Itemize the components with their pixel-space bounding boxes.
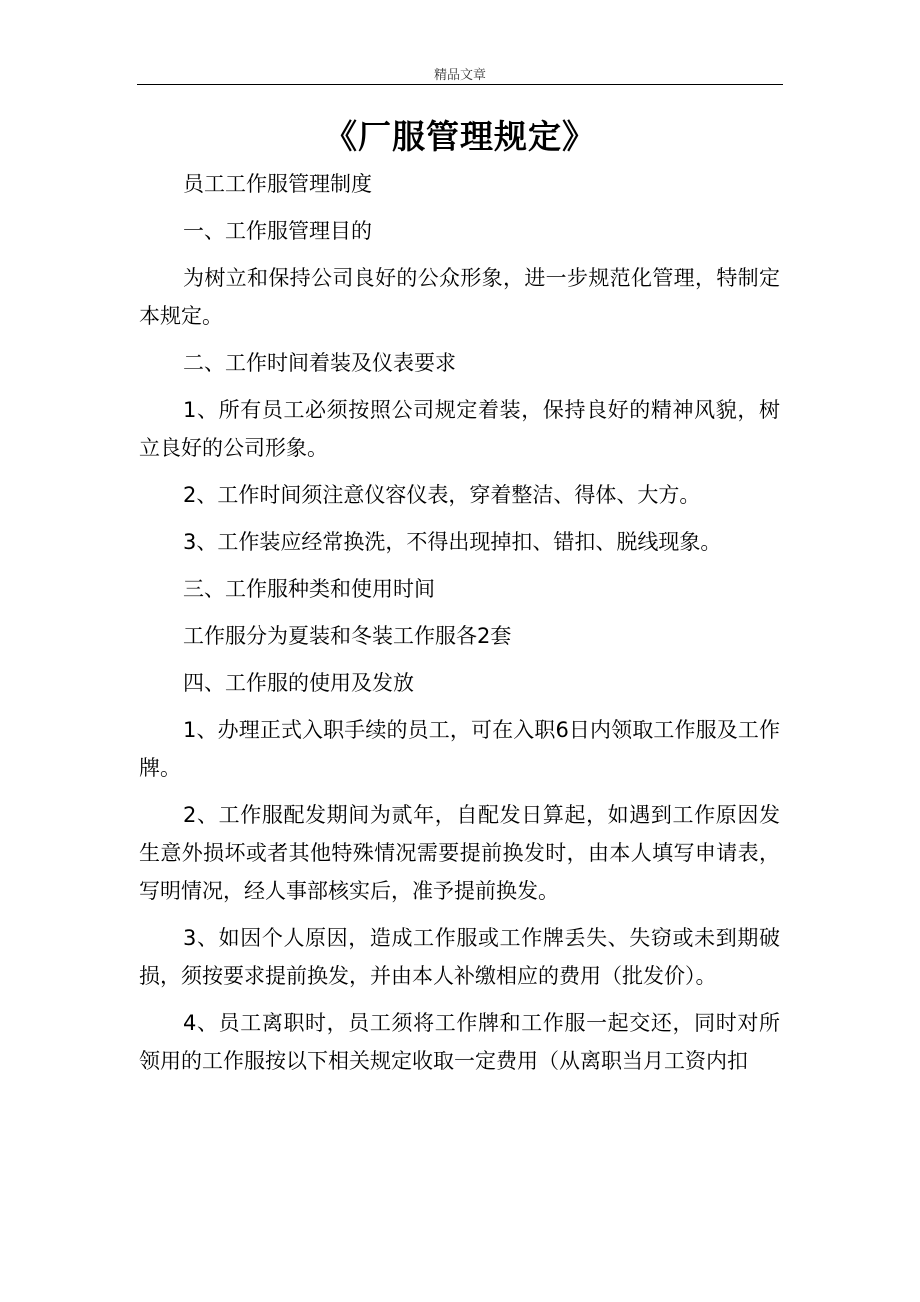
list-item: 2、工作时间须注意仪容仪表，穿着整洁、得体、大方。 [183, 483, 701, 507]
document-body [139, 165, 780, 1089]
section-heading: 二、工作时间着装及仪表要求 [183, 351, 456, 375]
section-heading: 四、工作服的使用及发放 [183, 671, 414, 695]
list-item: 2、工作服配发期间为贰年，自配发日算起，如遇到工作原因发生意外损坏或者其他特殊情况需要提前换发时，由本人填写申请表，写明情况，经人事部核实后，准予提前换发。 [139, 803, 780, 903]
section-heading: 一、工作服管理目的 [183, 219, 372, 243]
list-item: 1、所有员工必须按照公司规定着装，保持良好的精神风貌，树立良好的公司形象。 [139, 398, 780, 460]
list-item: 4、员工离职时，员工须将工作牌和工作服一起交还，同时对所领用的工作服按以下相关规定收取一定费用（从离职当月工资内扣 [139, 1011, 780, 1073]
paragraph: 为树立和保持公司良好的公众形象，进一步规范化管理，特制定本规定。 [139, 266, 780, 328]
paragraph: 员工工作服管理制度 [183, 172, 372, 196]
document-title: 《厂服管理规定》 [324, 117, 596, 156]
header-divider [137, 84, 783, 85]
list-item: 3、如因个人原因，造成工作服或工作牌丢失、失窃或未到期破损，须按要求提前换发，并由本人补缴相应的费用（批发价）。 [139, 926, 780, 988]
page-header-text: 精品文章 [433, 68, 486, 83]
section-heading: 三、工作服种类和使用时间 [183, 577, 435, 601]
paragraph: 工作服分为夏装和冬装工作服各2套 [183, 624, 512, 648]
list-item: 3、工作装应经常换洗，不得出现掉扣、错扣、脱线现象。 [183, 530, 722, 554]
list-item: 1、办理正式入职手续的员工，可在入职6日内领取工作服及工作牌。 [139, 718, 780, 780]
